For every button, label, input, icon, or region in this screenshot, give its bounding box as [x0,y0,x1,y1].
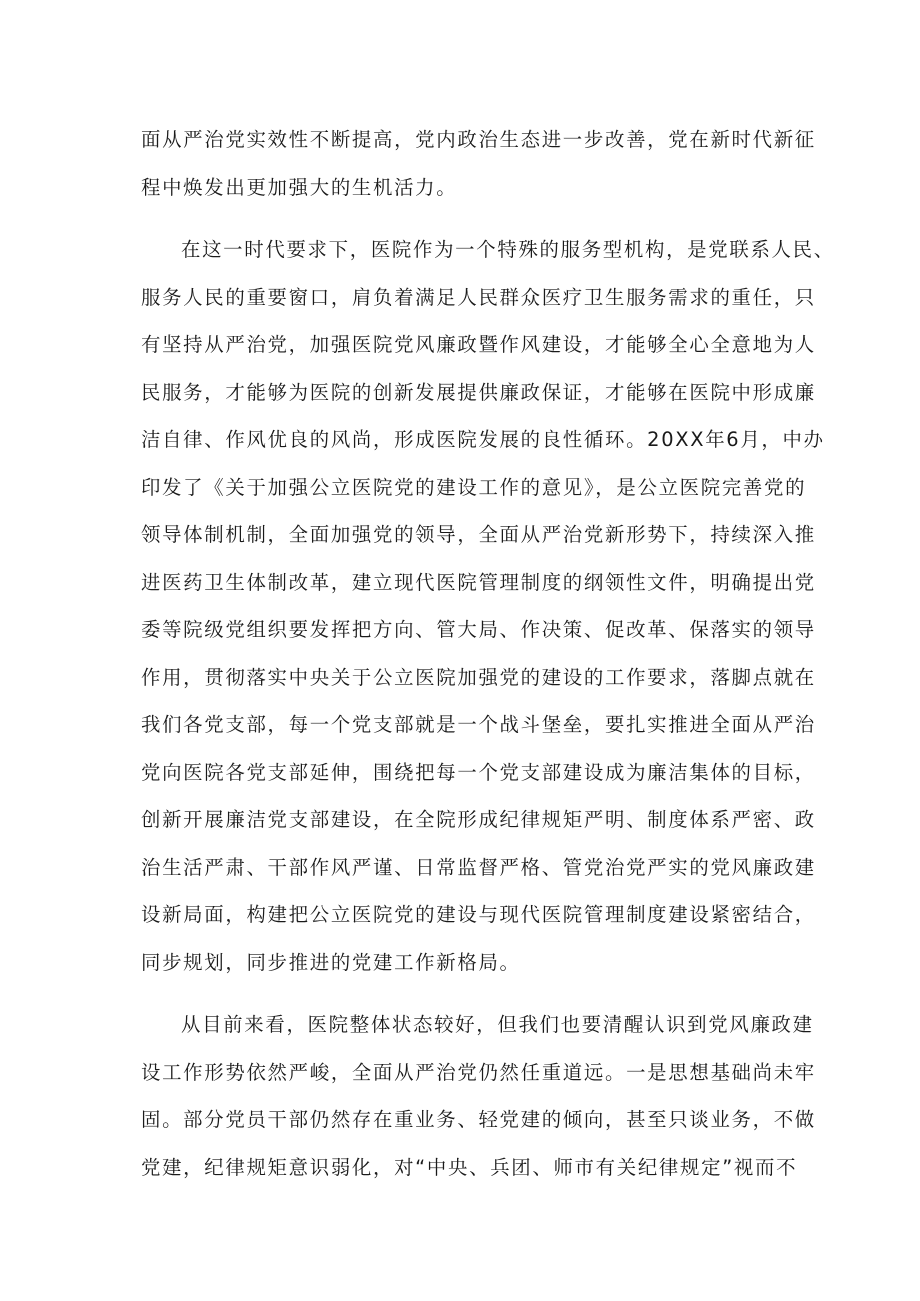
text-line: 面从严治党实效性不断提高，党内政治生态进一步改善，党在新时代新征 [141,128,816,151]
text-line: 服务人民的重要窗口，肩负着满足人民群众医疗卫生服务需求的重任，只 [141,285,816,309]
text-line: 在这一时代要求下，医院作为一个特殊的服务型机构，是党联系人民、 [181,238,835,261]
text-line: 领导体制机制，全面加强党的领导，全面从严治党新形势下，持续深入推 [141,523,816,546]
document-body [141,116,835,1191]
text-line: 创新开展廉洁党支部建设，在全院形成纪律规矩严明、制度体系严密、政 [141,808,816,831]
paragraph [141,116,816,211]
paragraph-gap [141,211,781,226]
text-line: 进医药卫生体制改革，建立现代医院管理制度的纲领性文件，明确提出党 [141,570,816,594]
text-line: 洁自律、作风优良的风尚，形成医院发展的良性循环。20XX年6月，中办 [141,428,825,451]
text-line: 设新局面，构建把公立医院党的建设与现代医院管理制度建设紧密结合， [141,903,816,926]
text-line: 同步规划，同步推进的党建工作新格局。 [141,950,521,974]
text-line: 作用，贯彻落实中央关于公立医院加强党的建设的工作要求，落脚点就在 [141,665,816,689]
text-line: 固。部分党员干部仍然存在重业务、轻党建的倾向，甚至只谈业务，不做 [141,1108,816,1131]
text-line: 有坚持从严治党，加强医院党风廉政暨作风建设，才能够全心全意地为人 [141,333,816,356]
text-line: 我们各党支部，每一个党支部就是一个战斗堡垒，要扎实推进全面从严治 [141,713,816,736]
paragraph-gap [141,986,781,1001]
text-line: 印发了《关于加强公立医院党的建设工作的意见》，是公立医院完善党的 [141,475,807,499]
text-line: 治生活严肃、干部作风严谨、日常监督严格、管党治党严实的党风廉政建 [141,855,816,879]
text-line: 从目前来看，医院整体状态较好，但我们也要清醒认识到党风廉政建 [181,1013,814,1036]
paragraph [141,1001,816,1191]
paragraph [141,226,835,986]
text-line: 党建，纪律规矩意识弱化，对“中央、兵团、师市有关纪律规定”视而不 [141,1155,798,1179]
text-line: 委等院级党组织要发挥把方向、管大局、作决策、促改革、保落实的领导 [141,618,816,641]
text-line: 党向医院各党支部延伸，围绕把每一个党支部建设成为廉洁集体的目标， [141,760,816,784]
text-line: 设工作形势依然严峻，全面从严治党仍然任重道远。一是思想基础尚未牢 [141,1060,816,1084]
text-line: 程中焕发出更加强大的生机活力。 [141,175,458,199]
text-line: 民服务，才能够为医院的创新发展提供廉政保证，才能够在医院中形成廉 [141,380,816,404]
